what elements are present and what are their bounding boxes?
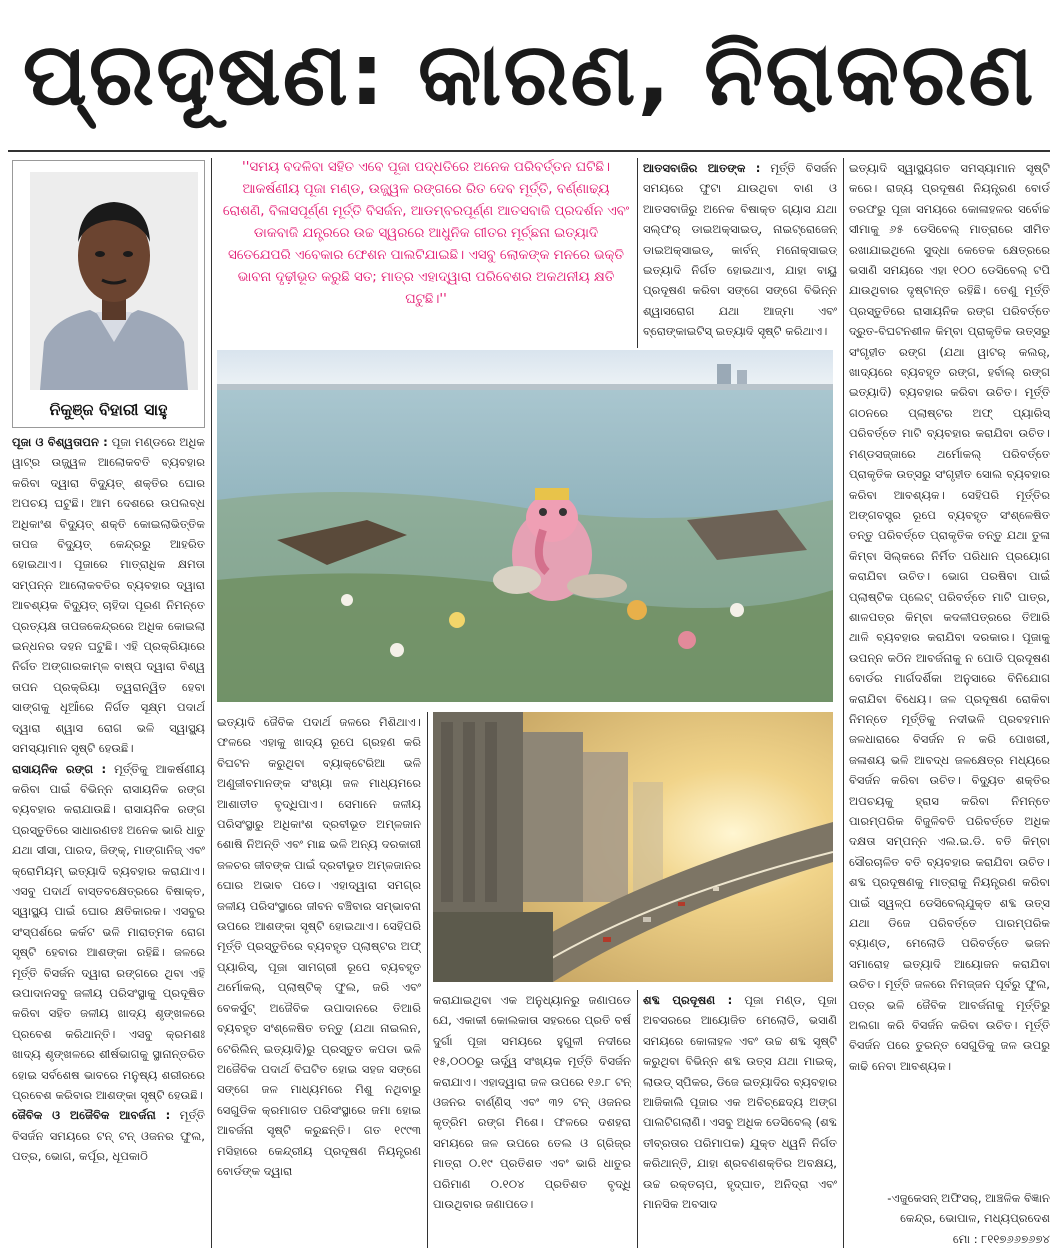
signoff-line-3: ମୋ : ୮୧୧୭୬୬୭୬୭୪ <box>952 1231 1050 1246</box>
column-divider-2 <box>637 158 638 348</box>
section-body-pooja-warming: ପୂଜା ମଣ୍ଡରେ ଅଧିକ ୱାଟ୍‌ର ଉଜ୍ଜ୍ୱଳ ଆଲୋକବତି ବ୍ୟବହାର କରିବା ଦ୍ୱାରା ବିଦ୍ୟୁତ୍ ଶକ୍ତିର ଘୋର ଅପଚୟ ଘଟୁଛି। ଆମ ଦେଶରେ ଉପଲବ୍ଧ ଅଧିକାଂଶ ବିଦ୍ୟୁତ୍ ଶକ୍ତି କୋଇଲାଭିତ୍ତିକ ତାପଜ ବିଦ୍ୟୁତ୍ କେନ୍ଦ୍ରରୁ ଆହରିତ ହୋଇଥାଏ। ପୂଜାରେ ମାତ୍ରାଧିକ କ୍ଷମତା ସମ୍ପନ୍ନ ଆଲୋକବତିର ବ୍ୟବହାର ଦ୍ୱାରା ଆବଶ୍ୟକ ବିଦ୍ୟୁତ୍ ଚାହିଦା ପୂରଣ ନିମନ୍ତେ ପ୍ରତ୍ୟକ୍ଷ ତାପଜକେନ୍ଦ୍ରରେ ଅଧିକ କୋଇଲା ଇନ୍ଧନର ଦହନ ଘଟୁଛି। ଏହି ପ୍ରକ୍ରିୟାରେ ନିର୍ଗତ ଅଙ୍ଗାରକାମ୍ଳ ବାଷ୍ପ ଦ୍ୱାରା ବିଶ୍ୱ ତାପନ ପ୍ରକ୍ରିୟା ତ୍ୱରାନ୍ୱିତ ହେବା ସାଙ୍ଗକୁ ଧୂଆଁରେ ନିର୍ଗତ ସୂକ୍ଷ୍ମ ପଦାର୍ଥ ଦ୍ୱାରା ଶ୍ୱାସ ରୋଗ ଭଳି ସ୍ୱାସ୍ଥ୍ୟ ସମସ୍ୟାମାନ ସୃଷ୍ଟି ହେଉଛି। <box>12 435 205 756</box>
column-3-body: କରାଯାଇଥିବା ଏକ ଅନୁଧ୍ୟାନରୁ ଜଣାପଡେ ଯେ, ଏକାକୀ କୋଲକାତା ସହରରେ ପ୍ରତି ବର୍ଷ ଦୁର୍ଗା ପୂଜା ସମୟରେ ହୁଗୁଳୀ ନଦୀରେ ୧୫,୦୦୦ରୁ ଊର୍ଦ୍ଧ୍ୱ ସଂଖ୍ୟକ ମୂର୍ତ୍ତି ବିସର୍ଜନ କରାଯାଏ। ଏହାଦ୍ୱାରା ଜଳ ଉପରେ ୧୬.୮ ଟନ୍ ଓଜନର ବାର୍ଣ୍ଣିସ୍ ଏବଂ ୩୨ ଟନ୍ ଓଜନର କୃତ୍ରିମ ରଙ୍ଗ ମିଶେ। ଫଳରେ ଦଶହରା ସମୟରେ ଜଳ ଉପରେ ତେଲ ଓ ଗ୍ରିଜ୍‌ର ମାତ୍ରା ୦.୧୯ ପ୍ରତିଶତ ଏବଂ ଭାରି ଧାତୁର ପରିମାଣ ୦.୧୦୪ ପ୍ରତିଶତ ବୃଦ୍ଧି ପାଉଥିବାର ଜଣାପଡେ। <box>433 993 631 1212</box>
column-divider-1 <box>211 158 212 1248</box>
section-heading-fireworks: ଆତସବାଜିର ଆତଙ୍କ : <box>643 161 761 175</box>
column-divider-3 <box>843 158 844 1248</box>
column-5-body: ଇତ୍ୟାଦି ସ୍ୱାସ୍ଥ୍ୟଗତ ସମସ୍ୟାମାନ ସୃଷ୍ଟି କରେ। ରାଜ୍ୟ ପ୍ରଦୂଷଣ ନିୟନ୍ତ୍ରଣ ବୋର୍ଡ ତରଫରୁ ପୂଜା ସମୟରେ କୋଳାହଳର ସର୍ବୋଚ୍ଚ ସୀମାକୁ ୬୫ ଡେସିବେଲ୍ ମାତ୍ରାରେ ସୀମିତ ରଖାଯାଇଥିଲେ ସୁଦ୍ଧା କେତେକ କ୍ଷେତ୍ରରେ ଭସାଣି ସମୟରେ ଏହା ୧୦୦ ଡେସିବେଲ୍ ଟପି ଯାଉଥିବାର ଦୃଷ୍ଟାନ୍ତ ରହିଛି। ତେଣୁ ମୂର୍ତ୍ତି ପ୍ରସ୍ତୁତିରେ ରାସାୟନିକ ରଙ୍ଗ ପରିବର୍ତ୍ତେ ଦ୍ରୁତ-ବିଘଟନଶୀଳ କିମ୍ବା ପ୍ରାକୃତିକ ଉତ୍ସରୁ ସଂଗୃହୀତ ରଙ୍ଗ (ଯଥା ୱାଟର୍ କଲର୍, ଖାଦ୍ୟରେ ବ୍ୟବହୃତ ରଙ୍ଗ, ହର୍ବାଲ୍ ରଙ୍ଗ ଇତ୍ୟାଦି) ବ୍ୟବହାର କରିବା ଉଚିତ। ମୂର୍ତ୍ତି ଗଠନରେ ପ୍ଲାଷ୍ଟର ଅଫ୍ ପ୍ୟାରିସ୍ ପରିବର୍ତ୍ତେ ମାଟି ବ୍ୟବହାର କରାଯିବା ଉଚିତ। ମଣ୍ଡସଜ୍ଜାରେ ଥର୍ମୋକଲ୍ ପରିବର୍ତ୍ତେ ପ୍ରାକୃତିକ ଉତ୍ସରୁ ସଂଗୃହୀତ ସୋଲ ବ୍ୟବହାର କରିବା ଆବଶ୍ୟକ। ସେହିପରି ମୂର୍ତ୍ତିର ଅଙ୍ଗବସ୍ତ୍ର ରୂପେ ବ୍ୟବହୃତ ସଂଶ୍ଳେଷିତ ତନ୍ତୁ ପରିବର୍ତ୍ତେ ପ୍ରାକୃତିକ ତନ୍ତୁ ଯଥା ତୁଳା କିମ୍ବା ସିଲ୍କରେ ନିର୍ମିତ ପରିଧାନ ପ୍ରୟୋଗ କରାଯିବା ଉଚିତ। ଭୋଗ ପରଷିବା ପାଇଁ ପ୍ଲାଷ୍ଟିକ ପ୍ଲେଟ୍ ପରିବର୍ତ୍ତେ ମାଟି ପାତ୍ର, ଶାଳପତ୍ର କିମ୍ବା କଦଳୀପତ୍ରରେ ତିଆରି ଥାଳି ବ୍ୟବହାର କରାଯିବା ଦରକାର। ପୂଜାକୁ ଉପନ୍ନ କଠିନ ଆବର୍ଜନାକୁ ନ ପୋଡି ପ୍ରଦୂଷଣ ବୋର୍ଡର ମାର୍ଗଦର୍ଶିକା ଅନୁସାରେ ବିନିଯୋଗ କରାଯିବା ବିଧେୟ। ଜଳ ପ୍ରଦୂଷଣ ରୋକିବା ନିମନ୍ତେ ମୂର୍ତ୍ତିକୁ ନଦୀଭଳି ପ୍ରବହମାନ ଜଳଧାରାରେ ବିସର୍ଜନ ନ କରି ପୋଖରୀ, ଜଳାଶୟ ଭଳି ଆବଦ୍ଧ ଜଳକ୍ଷେତ୍ର ମଧ୍ୟରେ ବିସର୍ଜନ କରିବା ଉଚିତ। ବିଦ୍ୟୁତ ଶକ୍ତିର ଅପଚୟକୁ ହ୍ରାସ କରିବା ନିମନ୍ତେ ପାରମ୍ପରିକ ବିଜୁଳିବତି ପରିବର୍ତ୍ତେ ଅଧିକ ଦକ୍ଷତା ସମ୍ପନ୍ନ ଏଲ.ଇ.ଡି. ବତି କିମ୍ବା ସୌରଚାଳିତ ବତି ବ୍ୟବହାର କରାଯିବା ଉଚିତ। ଶବ୍ଦ ପ୍ରଦୂଷଣକୁ ମାତ୍ରାକୁ ନିୟନ୍ତ୍ରଣ କରିବା ପାଇଁ ସ୍ୱଳ୍ପ ଡେସିବେଲ୍‌ଯୁକ୍ତ ଶବ୍ଦ ଉତ୍ସ ଯଥା ଡିଜେ ପରିବର୍ତ୍ତେ ପାରମ୍ପରିକ ବ୍ୟାଣ୍ଡ, ମେଲୋଡି ପରିବର୍ତ୍ତେ ଭଜନ ସମାରୋହ ଇତ୍ୟାଦି ଆୟୋଜନ କରାଯିବା ଉଚିତ। ମୂର୍ତ୍ତି ଜଳରେ ନିମଜ୍ଜନ ପୂର୍ବରୁ ଫୁଲ, ପତ୍ର ଭଳି ଜୈବିକ ଆବର୍ଜନାକୁ ମୂର୍ତ୍ତିରୁ ଅଲଗା କରି ବିସର୍ଜନ କରିବା ଉଚିତ। ମୂର୍ତ୍ତି ବିସର୍ଜନ ପରେ ତୁରନ୍ତ ସେଗୁଡିକୁ ଜଳ ଉପରୁ କାଢି ନେବା ଆବଶ୍ୟକ। <box>849 161 1050 1073</box>
author-byline: ନିକୁଞ୍ଜ ବିହାରୀ ସାହୁ <box>49 400 168 419</box>
section-heading-waste: ଜୈବିକ ଓ ଅଜୈବିକ ଆବର୍ଜନା : <box>12 1108 171 1123</box>
author-portrait <box>30 172 198 390</box>
section-body-noise: ପୂଜା ମଣ୍ଡ, ପୂଜା ଅବସରରେ ଆୟୋଜିତ ମେଲୋଡି, ଭସାଣି ସମୟରେ କୋଳାହଳ ଏବଂ ଉଚ୍ଚ ଶବ୍ଦ ସୃଷ୍ଟି କରୁଥିବା ବିଭିନ୍ନ ଶବ୍ଦ ଉତ୍ସ ଯଥା ମାଇକ୍, ଲାଉଡ୍ ସ୍ପିକର, ଡିଜେ ଇତ୍ୟାଦିର ବ୍ୟବହାର ଆଜିକାଲି ପୂଜାର ଏକ ଅବିଚ୍ଛେଦ୍ୟ ଅଙ୍ଗ ପାଲଟିଗଲାଣି। ଏସବୁ ଅଧିକ ଡେସିବେଲ୍ (ଶବ୍ଦ ତୀବ୍ରତାର ପରିମାପକ) ଯୁକ୍ତ ଧ୍ୱନି ନିର୍ଗତ କରିଥାନ୍ତି, ଯାହା ଶ୍ରବଣଶକ୍ତିର ଅବକ୍ଷୟ, ଉଚ୍ଚ ରକ୍ତଚାପ, ହୃଦ୍‌ଘାତ, ଅନିଦ୍ରା ଏବଂ ମାନସିକ ଅବସାଦ <box>643 993 837 1212</box>
section-heading-noise: ଶବ୍ଦ ପ୍ରଦୂଷଣ : <box>643 993 733 1007</box>
immersion-pollution-photo <box>217 350 833 702</box>
pull-quote: ''ସମୟ ବଦଳିବା ସହିତ ଏବେ ପୂଜା ପଦ୍ଧତିରେ ଅନେକ ପରିବର୍ତ୍ତନ ଘଟିଛି। ଆକର୍ଷଣୀୟ ପୂଜା ମଣ୍ଡ, ଉଜ୍ଜ୍ୱଳ ରଙ୍ଗରେ ରିତ ଦେବ ମୂର୍ତ୍ତି, ବର୍ଣ୍ଣାଢ୍ୟ ରୋଶଣି, ବିଳାସପୂର୍ଣ୍ଣ ମୂର୍ତ୍ତି ବିସର୍ଜନ, ଆଡମ୍ବରପୂର୍ଣ୍ଣ ଆତସବାଜି ପ୍ରଦର୍ଶନ ଏବଂ ଡାକବାଜି ଯନ୍ତ୍ରରେ ଉଚ୍ଚ ସ୍ୱରରେ ଆଧୁନିକ ଗୀତର ମୂର୍ଚ୍ଛନା ଇତ୍ୟାଦି ସତେଯେପରି ଏବେକାର ଫେଶନ ପାଲଟିଯାଇଛି। ଏସବୁ ଲୋକଙ୍କ ମନରେ ଭକ୍ତି ଭାବନା ଦୃଢ଼ୀଭୂତ କରୁଛି ସତ; ମାତ୍ର ଏହାଦ୍ୱାରା ପରିବେଶର ଅକଥନୀୟ କ୍ଷତି ଘଟୁଛି।'' <box>222 160 630 307</box>
section-body-fireworks: ମୂର୍ତ୍ତି ବିସର୍ଜନ ସମୟରେ ଫୁଟା ଯାଉଥିବା ବାଣ ଓ ଆତସବାଜିରୁ ଅନେକ ବିଷାକ୍ତ ଗ୍ୟାସ ଯଥା ସଲ୍‌ଫର୍ ଡାଇଅକ୍ସାଇଡ୍, ନାଇଟ୍ରୋଜେନ୍ ଡାଇଅକ୍ସାଇଡ୍, କାର୍ବନ୍ ମନୋକ୍ସାଇଡ୍ ଇତ୍ୟାଦି ନିର୍ଗତ ହୋଇଥାଏ, ଯାହା ବାୟୁ ପ୍ରଦୂଷଣ କରିବା ସଙ୍ଗେ ସଙ୍ଗେ ବିଭିନ୍ନ ଶ୍ୱାସରୋଗ ଯଥା ଆଜ୍ମା ଏବଂ ବ୍ରୋଙ୍କାଇଟିସ୍ ଇତ୍ୟାଦି ସୃଷ୍ଟି କରିଥାଏ। <box>643 161 837 339</box>
headline: ପ୍ରଦୂଷଣ: କାରଣ, ନିରାକରଣ <box>22 25 1036 125</box>
signoff-line-2: କେନ୍ଦ୍ର, ଭୋପାଳ, ମଧ୍ୟପ୍ରଦେଶ <box>900 1211 1050 1226</box>
column-3 <box>433 990 631 1248</box>
column-2 <box>217 712 421 1248</box>
column-4-top <box>643 158 837 348</box>
smog-city-photo <box>433 712 833 982</box>
author-signoff <box>849 1188 1050 1250</box>
section-heading-pooja-warming: ପୂଜା ଓ ବିଶ୍ୱତାପନ : <box>12 435 108 449</box>
headline-rule <box>8 150 1050 152</box>
column-1 <box>12 432 205 1248</box>
column-divider-5 <box>637 990 638 1248</box>
section-heading-chemical-colour: ରାସାୟନିକ ରଙ୍ଗ : <box>12 761 107 776</box>
section-body-waste: ମୂର୍ତ୍ତି ବିସର୍ଜନ ସମୟରେ ଟନ୍ ଟନ୍ ଓଜନର ଫୁଲ, ପତ୍ର, ଭୋଗ, କର୍ପୂର, ଧୂପକାଠି <box>12 1108 205 1164</box>
column-5 <box>849 158 1050 1188</box>
column-2-body: ଇତ୍ୟାଦି ଜୈବିକ ପଦାର୍ଥ ଜଳରେ ମିଶିଥାଏ। ଫଳରେ ଏହାକୁ ଖାଦ୍ୟ ରୂପେ ଗ୍ରହଣ କରି ବିଘଟନ କରୁଥିବା ବ୍ୟାକ୍ଟେରିଆ ଭଳି ଅଣୁଜୀବମାନଙ୍କ ସଂଖ୍ୟା ଜଳ ମାଧ୍ୟମରେ ଆଶାତୀତ ବୃଦ୍ଧିପାଏ। ସେମାନେ ଜଳୀୟ ପରିସଂସ୍ଥାରୁ ଅଧିକାଂଶ ଦ୍ରବୀଭୂତ ଅମ୍ଳଜାନ ଶୋଷି ନିଅନ୍ତି ଏବଂ ମାଛ ଭଳି ଅନ୍ୟ ଦରକାରୀ ଜଳଚର ଜୀବଙ୍କ ପାଇଁ ଦ୍ରବୀଭୂତ ଅମ୍ଳଜାନର ଘୋର ଅଭାବ ପଡେ। ଏହାଦ୍ୱାରା ସମଗ୍ର ଜଳୀୟ ପରିସଂସ୍ଥାରେ ଜୀବନ ବଞ୍ଚିବାର ସମ୍ଭାବନା ଉପରେ ଆଶଙ୍କା ସୃଷ୍ଟି ହୋଇଥାଏ। ସେହିପରି ମୂର୍ତ୍ତି ପ୍ରସ୍ତୁତିରେ ବ୍ୟବହୃତ ପ୍ଲାଷ୍ଟର ଅଫ୍ ପ୍ୟାରିସ୍, ପୂଜା ସାମଗ୍ରୀ ରୂପେ ବ୍ୟବହୃତ ଥର୍ମୋକଲ୍, ପ୍ଲାଷ୍ଟିକ୍ ଫୁଲ, ଜରି ଏବଂ ବେକର୍ସୁଟ୍ ଅଜୈବିକ ଉପାଦାନରେ ତିଆରି ବ୍ୟବହୃତ ସଂଶ୍ଳେଷିତ ତନ୍ତୁ (ଯଥା ନାଇଲନ, ଟେରିଲିନ୍ ଇତ୍ୟାଦି)ରୁ ପ୍ରସ୍ତୁତ କପଡା ଭଳି ଅଜୈବିକ ପଦାର୍ଥ ବିଘଟିତ ହୋଇ ସହଜ ସଙ୍ଗେ ସଙ୍ଗେ ଜଳ ମାଧ୍ୟମରେ ମିଶୁ ନଥିବାରୁ ସେଗୁଡିକ କ୍ରମାଗତ ପରିସଂସ୍ଥାରେ ଜମା ହୋଇ ଆବର୍ଜନା ସୃଷ୍ଟି କରୁଛନ୍ତି। ଗତ ୧୯୯୩ ମସିହାରେ କେନ୍ଦ୍ରୀୟ ପ୍ରଦୂଷଣ ନିୟନ୍ତ୍ରଣ ବୋର୍ଡଙ୍କ ଦ୍ୱାରା <box>217 715 421 1178</box>
column-divider-4 <box>427 712 428 1248</box>
column-4-bottom <box>643 990 837 1248</box>
signoff-line-1: -ଏଜୁକେସନ୍ ଅଫିସର୍, ଆଞ୍ଚଳିକ ବିଜ୍ଞାନ <box>887 1191 1050 1205</box>
section-body-chemical-colour: ମୂର୍ତ୍ତିକୁ ଆକର୍ଷଣୀୟ କରିବା ପାଇଁ ବିଭିନ୍ନ ରାସାୟନିକ ରଙ୍ଗ ବ୍ୟବହାର କରାଯାଉଛି। ରାସାୟନିକ ରଙ୍ଗ ପ୍ରସ୍ତୁତିରେ ସାଧାରଣତଃ ଅନେକ ଭାରି ଧାତୁ ଯଥା ସୀସା, ପାରଦ, ଜିଙ୍କ୍, ମାଙ୍ଗାନିଜ୍ ଏବଂ କ୍ରୋମିୟମ୍ ଇତ୍ୟାଦି ବ୍ୟବହାର କରାଯାଏ। ଏସବୁ ପଦାର୍ଥ ବାସ୍ତବକ୍ଷେତ୍ରରେ ବିଷାକ୍ତ, ସ୍ୱାସ୍ଥ୍ୟ ପାଇଁ ଘୋର କ୍ଷତିକାରକ। ଏସବୁର ସଂସ୍ପର୍ଶରେ କର୍କଟ ଭଳି ମାରାତ୍ମକ ରୋଗ ସୃଷ୍ଟି ହେବାର ଆଶଙ୍କା ରହିଛି। ଜଳରେ ମୂର୍ତ୍ତି ବିସର୍ଜନ ଦ୍ୱାରା ରଙ୍ଗରେ ଥିବା ଏହି ଉପାଦାନସବୁ ଜଳୀୟ ପରିସଂସ୍ଥାକୁ ପ୍ରଦୂଷିତ କରିବା ସହିତ ଜଳୀୟ ଖାଦ୍ୟ ଶୃଙ୍ଖଳରେ ପ୍ରବେଶ କରିଥାନ୍ତି। ଏସବୁ କ୍ରମଶଃ ଖାଦ୍ୟ ଶୃଙ୍ଖଳରେ ଶୀର୍ଷଭାଗକୁ ସ୍ଥାନାନ୍ତରିତ ହୋଇ ସର୍ବଶେଷ ଭାବରେ ମନୁଷ୍ୟ ଶରୀରରେ ପ୍ରବେଶ କରିବାର ଆଶଙ୍କା ସୃଷ୍ଟି ହେଉଛି। <box>12 761 205 1102</box>
